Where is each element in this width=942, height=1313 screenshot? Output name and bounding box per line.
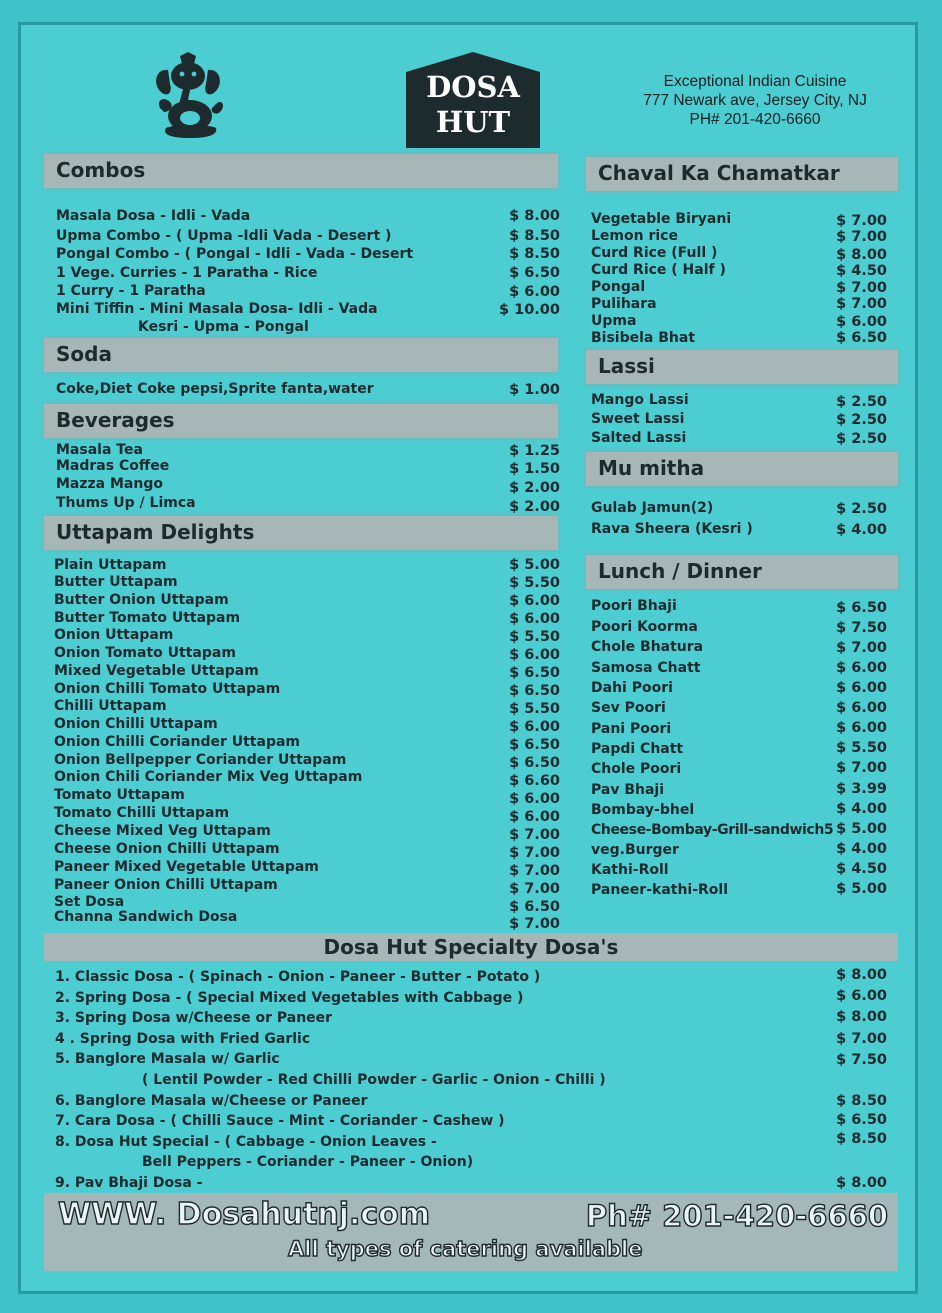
menu-item: Dahi Poori [591,680,673,696]
menu-item: Cheese Onion Chilli Uttapam [54,841,280,857]
menu-price: $ 6.00 [509,719,560,735]
menu-item: veg.Burger [591,842,679,858]
address: 777 Newark ave, Jersey City, NJ [643,92,867,109]
menu-item: Mazza Mango [56,476,163,492]
section-uttapam: Uttapam Delights [44,516,558,550]
menu-item: Samosa Chatt [591,660,701,676]
menu-price: $ 7.00 [836,1031,887,1047]
menu-price: $ 4.00 [836,841,887,857]
menu-item: Chole Poori [591,761,682,777]
menu-item: 1 Vege. Curries - 1 Paratha - Rice [56,265,318,281]
menu-item: Pav Bhaji [591,782,665,798]
menu-price: $ 7.50 [836,620,887,636]
menu-price: $ 6.50 [836,600,887,616]
menu-item: 6. Banglore Masala w/Cheese or Paneer [55,1093,368,1109]
menu-item: Salted Lassi [591,430,687,446]
section-mumitha: Mu mitha [586,452,898,486]
catering-note: All types of catering available [288,1237,643,1261]
menu-price: $ 6.50 [509,899,560,915]
menu-price: $ 8.00 [836,1009,887,1025]
menu-item: Lemon rice [591,228,678,244]
menu-price: $ 7.00 [836,213,887,229]
menu-item: 1 Curry - 1 Paratha [56,283,206,299]
menu-price: $ 8.50 [509,228,560,244]
menu-item: Poori Koorma [591,619,698,635]
menu-item: Paneer-kathi-Roll [591,882,729,898]
menu-price: $ 7.00 [509,863,560,879]
menu-item: Cheese-Bombay-Grill-sandwich5 [591,822,834,838]
menu-price: $ 7.50 [836,1052,887,1068]
menu-item: Sweet Lassi [591,411,685,427]
menu-item: Chilli Uttapam [54,698,167,714]
menu-price: $ 6.00 [836,680,887,696]
menu-price: $ 2.50 [836,431,887,447]
menu-item: Thums Up / Limca [56,495,196,511]
menu-price: $ 6.50 [509,265,560,281]
menu-item: Plain Uttapam [54,557,167,573]
menu-price: $ 5.00 [836,881,887,897]
section-chaval: Chaval Ka Chamatkar [586,157,898,191]
menu-price: $ 2.00 [509,499,560,515]
menu-price: $ 6.00 [509,284,560,300]
menu-price: $ 8.00 [836,1175,887,1191]
menu-price: $ 7.00 [836,640,887,656]
menu-price: $ 4.50 [836,861,887,877]
menu-price: $ 7.00 [836,280,887,296]
menu-item: 7. Cara Dosa - ( Chilli Sauce - Mint - Coriander - Cashew ) [55,1113,505,1129]
menu-item: Tomato Uttapam [54,787,185,803]
menu-price: $ 6.50 [509,665,560,681]
menu-item: Onion Bellpepper Coriander Uttapam [54,752,347,768]
menu-item: Curd Rice (Full ) [591,245,718,261]
menu-item: 1. Classic Dosa - ( Spinach - Onion - Paneer - Butter - Potato ) [55,969,541,985]
menu-price: $ 6.50 [509,755,560,771]
menu-price: $ 5.00 [836,821,887,837]
menu-price: $ 4.00 [836,522,887,538]
menu-price: $ 6.00 [509,791,560,807]
menu-price: $ 6.00 [836,700,887,716]
menu-item: Paneer Onion Chilli Uttapam [54,877,278,893]
menu-item: Mini Tiffin - Mini Masala Dosa- Idli - Vada [56,301,378,317]
menu-item: 8. Dosa Hut Special - ( Cabbage - Onion Leaves - [55,1134,437,1150]
menu-item: Sev Poori [591,700,666,716]
menu-item: Pongal Combo - ( Pongal - Idli - Vada - Desert [56,246,414,262]
menu-item: Upma [591,313,637,329]
footer-bar [44,1193,898,1271]
website-link[interactable]: WWW. Dosahutnj.com [58,1197,431,1232]
menu-item: 9. Pav Bhaji Dosa - [55,1175,203,1191]
menu-price: $ 6.00 [836,314,887,330]
menu-item: 4 . Spring Dosa with Fried Garlic [55,1031,311,1047]
brand-line-1: DOSA [426,70,520,104]
menu-item: Coke,Diet Coke pepsi,Sprite fanta,water [56,381,374,397]
menu-price: $ 2.50 [836,412,887,428]
menu-item: Vegetable Biryani [591,211,732,227]
menu-price: $ 6.50 [836,330,887,346]
section-specialty: Dosa Hut Specialty Dosa's [44,933,898,961]
menu-price: $ 6.00 [509,809,560,825]
menu-item: Butter Onion Uttapam [54,592,229,608]
menu-item: Pongal [591,279,646,295]
menu-price: $ 6.50 [509,683,560,699]
menu-item: Chole Bhatura [591,639,704,655]
menu-item: Pulihara [591,296,657,312]
menu-price: $ 8.50 [836,1131,887,1147]
menu-price: $ 7.00 [509,845,560,861]
menu-item: Rava Sheera (Kesri ) [591,521,753,537]
section-soda: Soda [44,338,558,372]
footer-phone: Ph# 201-420-6660 [585,1199,888,1233]
menu-item: Tomato Chilli Uttapam [54,805,230,821]
menu-price: $ 8.00 [836,967,887,983]
menu-item: Upma Combo - ( Upma -Idli Vada - Desert ) [56,228,392,244]
section-lunch: Lunch / Dinner [586,555,898,589]
menu-price: $ 6.00 [836,720,887,736]
menu-item: 5. Banglore Masala w/ Garlic [55,1051,280,1067]
menu-price: $ 5.50 [836,740,887,756]
ganesha-icon [150,52,226,140]
menu-price: $ 10.00 [498,302,560,318]
menu-price: $ 7.00 [509,916,560,932]
menu-price: $ 4.50 [836,263,887,279]
menu-price: $ 6.50 [836,1112,887,1128]
menu-item: 3. Spring Dosa w/Cheese or Paneer [55,1010,333,1026]
menu-item: Mango Lassi [591,392,689,408]
menu-price: $ 8.50 [509,246,560,262]
contact-block [610,72,900,129]
menu-price: $ 1.25 [509,443,560,459]
menu-price: $ 1.00 [509,382,560,398]
menu-item-continuation: ( Lentil Powder - Red Chilli Powder - Garlic - Onion - Chilli ) [142,1072,606,1088]
menu-item: Butter Tomato Uttapam [54,610,241,626]
menu-price: $ 6.50 [509,737,560,753]
menu-item: Poori Bhaji [591,598,677,614]
menu-item: Bombay-bhel [591,802,695,818]
menu-price: $ 2.50 [836,501,887,517]
tagline: Exceptional Indian Cuisine [663,73,847,90]
menu-item: Onion Chilli Coriander Uttapam [54,734,300,750]
menu-item: Mixed Vegetable Uttapam [54,663,259,679]
menu-price: $ 6.60 [509,773,560,789]
menu-item-continuation: Bell Peppers - Coriander - Paneer - Onion) [142,1154,474,1170]
menu-item: Curd Rice ( Half ) [591,262,726,278]
brand-line-2: HUT [435,105,511,139]
menu-price: $ 7.00 [509,827,560,843]
menu-price: $ 6.00 [509,593,560,609]
menu-item: Onion Chilli Uttapam [54,716,218,732]
menu-item: Pani Poori [591,721,672,737]
menu-item: Onion Uttapam [54,627,174,643]
section-beverages: Beverages [44,404,558,438]
menu-price: $ 3.99 [836,781,887,797]
menu-price: $ 8.00 [836,247,887,263]
menu-item: Masala Dosa - Idli - Vada [56,208,251,224]
menu-price: $ 5.50 [509,629,560,645]
menu-price: $ 1.50 [509,461,560,477]
menu-item: Kathi-Roll [591,862,669,878]
menu-item: Onion Chilli Tomato Uttapam [54,681,281,697]
section-lassi: Lassi [586,350,898,384]
menu-price: $ 5.50 [509,701,560,717]
brand-name [406,52,540,148]
menu-price: $ 6.00 [836,660,887,676]
menu-price: $ 4.00 [836,801,887,817]
menu-price: $ 7.00 [836,760,887,776]
menu-item-continuation: Kesri - Upma - Pongal [138,319,309,335]
menu-item: 2. Spring Dosa - ( Special Mixed Vegetables with Cabbage ) [55,990,524,1006]
menu-item: Cheese Mixed Veg Uttapam [54,823,271,839]
menu-price: $ 8.00 [509,208,560,224]
phone-header: PH# 201-420-6660 [689,111,821,128]
section-combos: Combos [44,154,558,188]
menu-item: Masala Tea [56,442,143,458]
menu-item: Onion Tomato Uttapam [54,645,236,661]
menu-price: $ 6.00 [836,988,887,1004]
menu-item: Set Dosa [54,894,125,910]
menu-price: $ 6.00 [509,647,560,663]
menu-price: $ 2.00 [509,480,560,496]
menu-item: Papdi Chatt [591,741,684,757]
menu-item: Butter Uttapam [54,574,178,590]
menu-price: $ 7.00 [836,229,887,245]
menu-item: Bisibela Bhat [591,330,696,346]
menu-item: Madras Coffee [56,458,170,474]
menu-price: $ 7.00 [509,881,560,897]
menu-price: $ 6.00 [509,611,560,627]
menu-item: Channa Sandwich Dosa [54,909,238,925]
menu-item: Paneer Mixed Vegetable Uttapam [54,859,319,875]
menu-price: $ 5.00 [509,557,560,573]
menu-item: Gulab Jamun(2) [591,500,714,516]
menu-price: $ 8.50 [836,1093,887,1109]
menu-price: $ 7.00 [836,296,887,312]
menu-price: $ 5.50 [509,575,560,591]
menu-price: $ 2.50 [836,394,887,410]
menu-item: Onion Chili Coriander Mix Veg Uttapam [54,769,363,785]
